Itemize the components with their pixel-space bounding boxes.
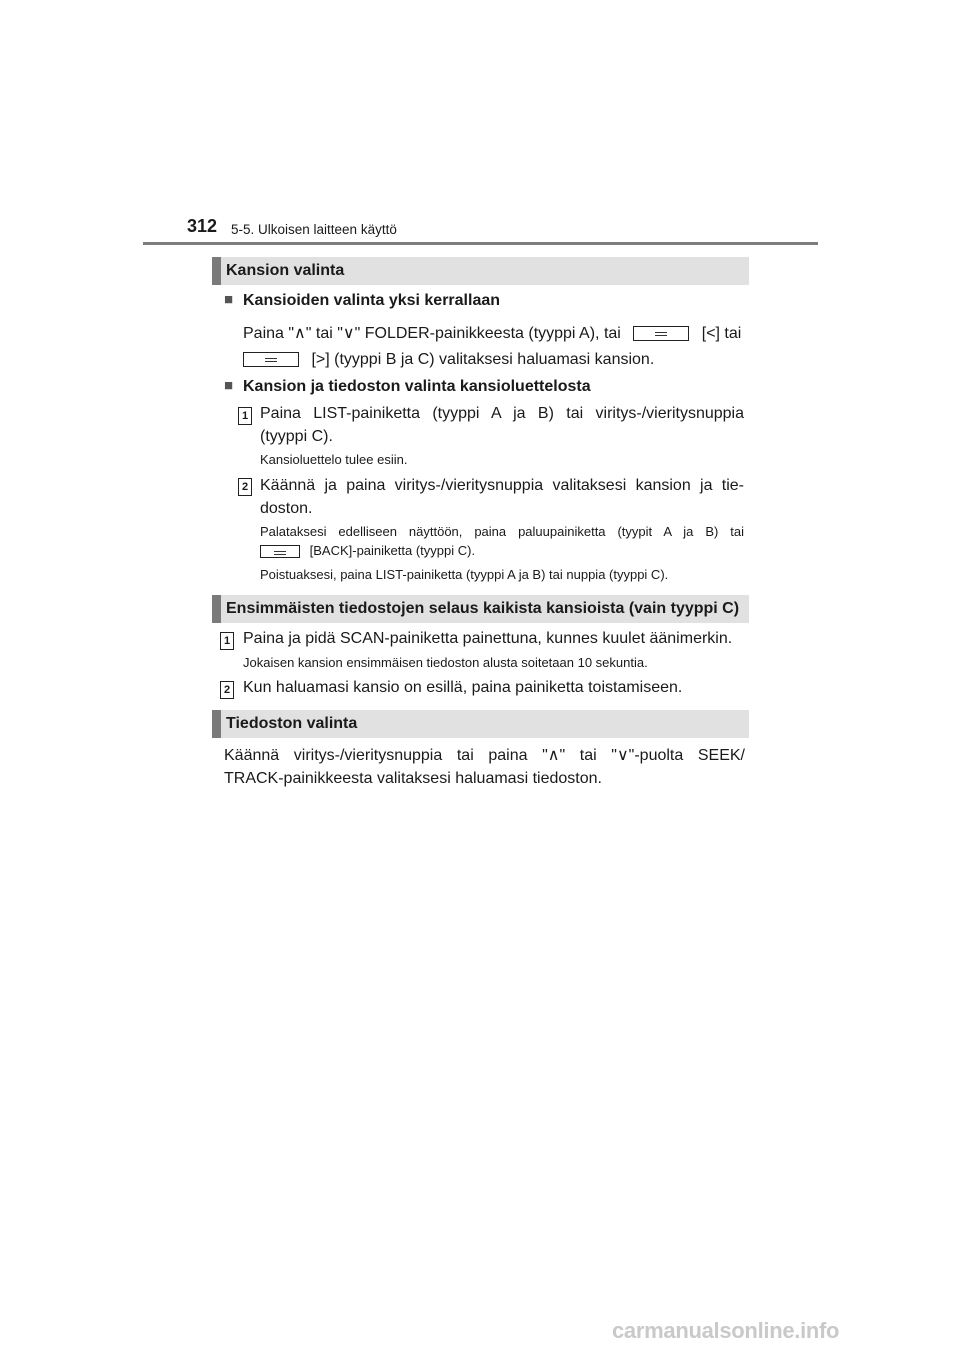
note-return-line1: Palataksesi edelliseen näyttöön, paina paluupainiketta (tyypit A ja B) tai [260,524,744,539]
note-return-back: [BACK]-painiketta (tyyppi C). [309,543,476,558]
step-number-1: 1 [220,632,234,650]
chapter-title: 5-5. Ulkoisen laitteen käyttö [231,222,397,237]
folder-instruction-text: Paina "∧" tai "∨" FOLDER-painikkeesta (tyyppi A), tai [243,325,621,342]
step-1-text-line1: Paina LIST-painiketta (tyyppi A ja B) tai viritys-/vieritysnuppia [260,405,744,422]
step-number-2: 2 [220,681,234,699]
folder-instruction-next: [>] (tyyppi B ja C) valitaksesi haluamasi kansion. [311,351,655,368]
step-number-1: 1 [238,407,252,425]
subheading-folder-list: Kansion ja tiedoston valinta kansioluettelosta [243,378,591,395]
note-exit: Poistuaksesi, paina LIST-painiketta (tyyppi A ja B) tai nuppia (tyyppi C). [260,567,669,582]
seek-button-icon [633,326,689,341]
header-divider [143,242,818,245]
back-button-icon [260,545,300,558]
step-2-text-line2: doston. [260,500,313,517]
section-heading-scan: Ensimmäisten tiedostojen selaus kaikista kansioista (vain tyyppi C) [212,595,749,623]
square-bullet-icon: ■ [224,291,234,308]
paragraph-folder-buttons-line1 [243,322,745,345]
note-return-line2 [260,542,475,560]
scan-step-1-text: Paina ja pidä SCAN-painiketta painettuna, kunnes kuulet äänimerkin. [243,630,733,647]
page-number: 312 [187,216,218,236]
file-select-line2: TRACK-painikkeesta valitaksesi haluamasi tiedoston. [224,770,602,787]
square-bullet-icon: ■ [224,377,234,394]
folder-instruction-prev: [<] tai [701,325,742,342]
scan-step-2-text: Kun haluamasi kansio on esillä, paina painiketta toistamiseen. [243,679,683,696]
step-2-text-line1: Käännä ja paina viritys-/vieritysnuppia valitaksesi kansion ja tie- [260,477,744,494]
step-number-2: 2 [238,478,252,496]
watermark: carmanualsonline.info [612,1318,840,1343]
subheading-folder-one-by-one: Kansioiden valinta yksi kerrallaan [243,292,501,309]
section-heading-kansion-valinta: Kansion valinta [212,257,749,285]
file-select-line1: Käännä viritys-/vieritysnuppia tai paina "∧" tai "∨"-puolta SEEK/ [224,747,745,764]
scan-step-1-note: Jokaisen kansion ensimmäisen tiedoston alusta soitetaan 10 sekuntia. [243,655,648,670]
step-1-note: Kansioluettelo tulee esiin. [260,452,408,467]
seek-button-icon [243,352,299,367]
section-heading-tiedoston-valinta: Tiedoston valinta [212,710,749,738]
step-1-text-line2: (tyyppi C). [260,428,333,445]
paragraph-folder-buttons-line2 [243,348,654,371]
